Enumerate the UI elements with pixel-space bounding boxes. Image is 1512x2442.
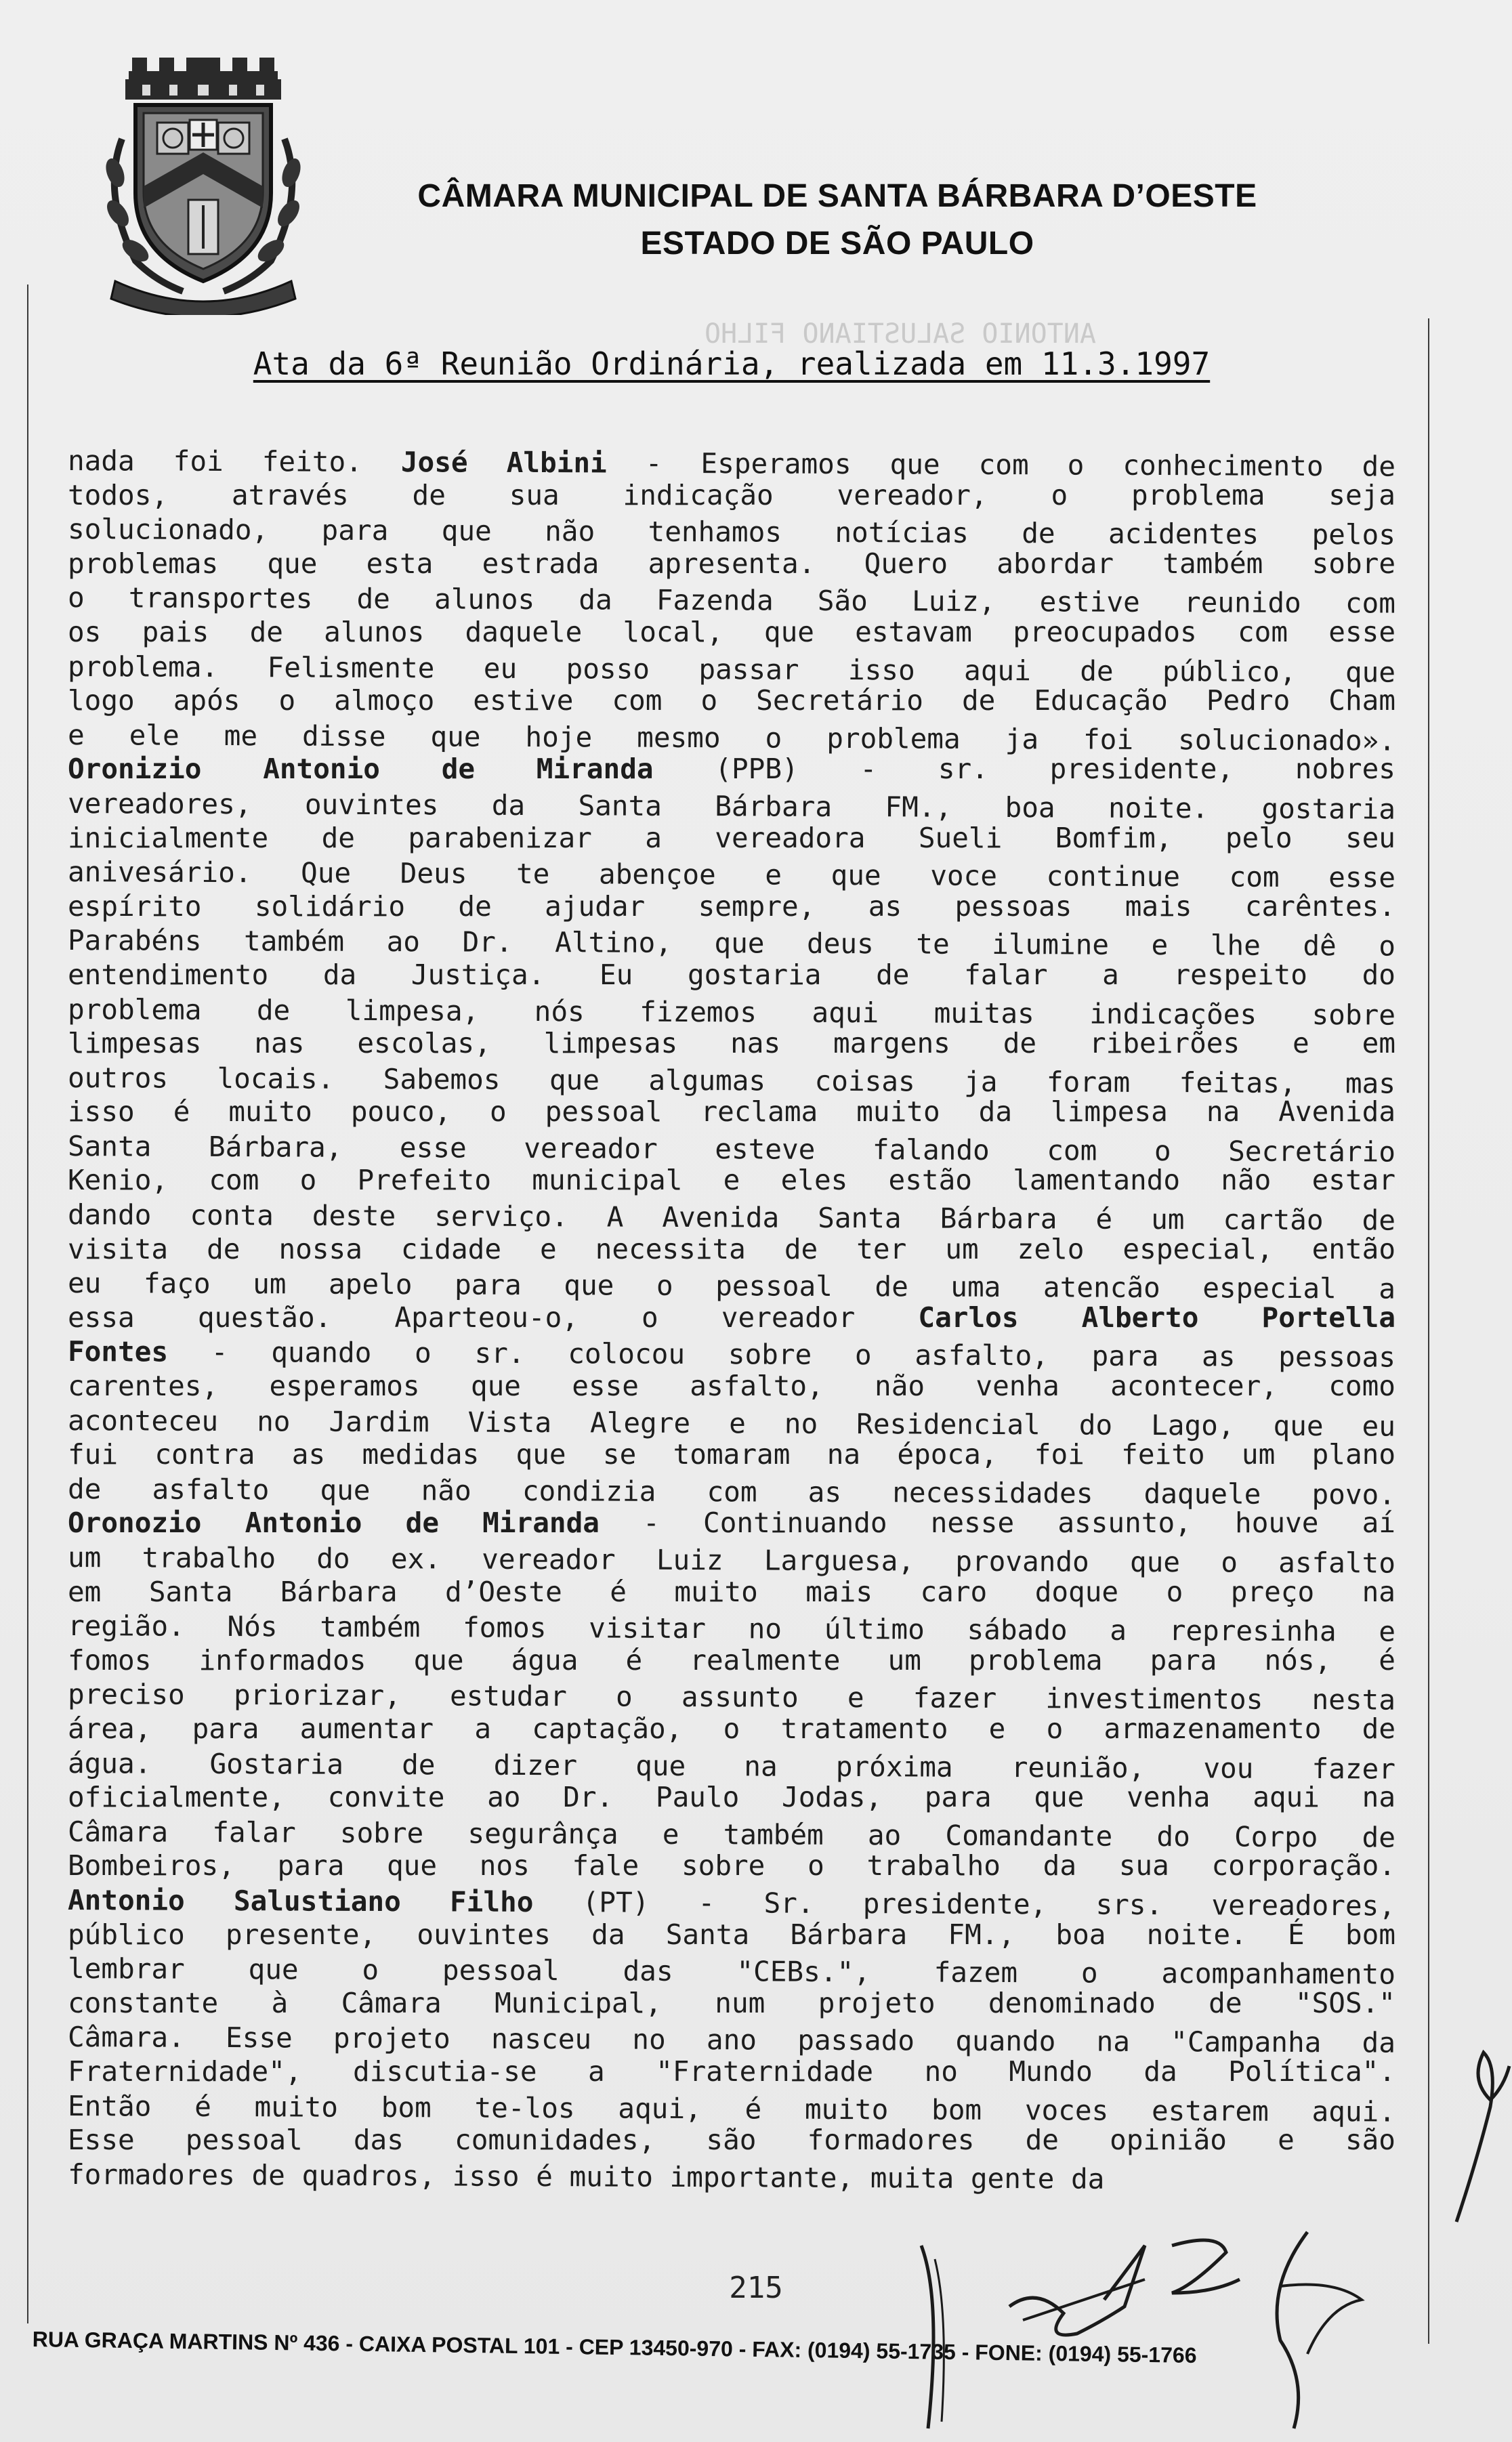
speaker-name: José Albini <box>400 446 607 480</box>
minutes-title: Ata da 6ª Reunião Ordinária, realizada em 11.3.1997 <box>253 345 1211 382</box>
text-line <box>68 1952 1395 1992</box>
minutes-body <box>67 444 1396 2195</box>
text-run: o transportes de alunos da Fazenda São Luiz, estive reunido com <box>67 581 1396 620</box>
text-run: Santa Bárbara, esse vereador esteve falando com o Secretário <box>67 1129 1396 1169</box>
text-run: entendimento da Justiça. Eu gostaria de falar a respeito do <box>68 958 1395 991</box>
text-run: área, para aumentar a captação, o tratamento e o armazenamento de <box>68 1712 1395 1745</box>
text-run: água. Gostaria de dizer que na próxima reunião, vou fazer <box>67 1746 1396 1786</box>
text-line <box>68 1266 1395 1306</box>
text-line <box>68 1334 1395 1374</box>
text-run: problema de limpesa, nós fizemos aqui muitas indicações sobre <box>67 992 1396 1032</box>
text-line <box>68 1129 1395 1169</box>
text-run: de asfalto que não condizia com as necessidades daquele povo. <box>67 1472 1396 1511</box>
text-line <box>68 1575 1395 1609</box>
text-line <box>68 786 1395 826</box>
text-line <box>68 1986 1395 2021</box>
text-line <box>68 1815 1395 1855</box>
text-run: Câmara. Esse projeto nasceu no ano passado quando na "Campanha da <box>67 2021 1396 2059</box>
text-run: fomos informados que água é realmente um problema para nós, é <box>68 1643 1395 1677</box>
text-run: público presente, ouvintes da Santa Bárbara FM., boa noite. É bom <box>68 1918 1395 1951</box>
text-run: em Santa Bárbara d’Oeste é muito mais caro doque o preço na <box>68 1575 1395 1608</box>
text-run: Parabéns também ao Dr. Altino, que deus te ilumine e lhe dê o <box>67 924 1396 963</box>
text-run: e ele me disse que hoje mesmo o problema ja foi solucionado». <box>67 718 1396 757</box>
text-run: Então é muito bom te-los aqui, é muito bom voces estarem aqui. <box>67 2089 1396 2128</box>
text-line <box>68 752 1395 786</box>
text-line <box>68 1369 1395 1404</box>
footer-address: RUA GRAÇA MARTINS Nº 436 - CAIXA POSTAL 101 - CEP 13450-970 - FAX: (0194) 55-1735 - FONE: (0194) 55-1766 <box>32 2327 1197 2367</box>
text-run: os pais de alunos daquele local, que estavam preocupados com esse <box>68 615 1395 648</box>
text-run: preciso priorizar, estudar o assunto e fazer investimentos nesta <box>67 1678 1396 1717</box>
text-run: problemas que esta estrada apresenta. Quero abordar também sobre <box>68 547 1395 580</box>
text-run: problema. Felismente eu posso passar isso aqui de público, que <box>67 650 1396 689</box>
text-line <box>68 2089 1395 2129</box>
speaker-name: Carlos Alberto Portella <box>918 1301 1395 1334</box>
text-line <box>68 1540 1395 1580</box>
text-line <box>68 1404 1395 1444</box>
bleed-through-shadow: ANTONIO SALUSTIANO FILHO <box>705 318 1096 350</box>
text-run: fui contra as medidas que se tomaram na época, foi feito um plano <box>68 1438 1395 1471</box>
text-line <box>68 581 1395 620</box>
text-line <box>68 1061 1395 1101</box>
text-run: espírito solidário de ajudar sempre, as pessoas mais carêntes. <box>68 889 1395 923</box>
text-run: oficialmente, convite ao Dr. Paulo Jodas, para que venha aqui na <box>68 1781 1395 1814</box>
text-run: região. Nós também fomos visitar no último sábado a represinha e <box>67 1609 1396 1648</box>
text-line <box>68 1712 1395 1746</box>
text-run: dando conta deste serviço. A Avenida Santa Bárbara é um cartão de <box>67 1198 1396 1237</box>
text-line <box>68 1643 1395 1678</box>
text-run: logo após o almoço estive com o Secretário de Educação Pedro Cham <box>68 684 1395 717</box>
text-line <box>68 958 1395 992</box>
text-line <box>68 1918 1395 1952</box>
state-name: ESTADO DE SÃO PAULO <box>640 226 1034 261</box>
text-line <box>68 478 1395 513</box>
text-run: limpesas nas escolas, limpesas nas margens de ribeirões e em <box>68 1027 1395 1060</box>
text-line <box>68 923 1395 963</box>
text-run: (PT) - Sr. presidente, srs. vereadores, <box>533 1885 1396 1922</box>
text-run: Bombeiros, para que nos fale sobre o trabalho da sua corporação. <box>68 1849 1395 1882</box>
text-run: constante à Câmara Municipal, num projeto denominado de "SOS." <box>68 1986 1395 2019</box>
text-line <box>68 889 1395 924</box>
text-run: eu faço um apelo para que o pessoal de uma atencão especial a <box>67 1267 1396 1305</box>
text-line <box>68 1232 1395 1267</box>
text-line <box>68 1198 1395 1238</box>
text-run: nada foi feito. <box>67 444 402 479</box>
text-line <box>68 1849 1395 1883</box>
text-run: vereadores, ouvintes da Santa Bárbara FM., boa noite. gostaria <box>67 786 1396 826</box>
text-run: (PPB) - sr. presidente, nobres <box>653 753 1395 786</box>
text-line <box>68 512 1395 552</box>
text-run: todos, através de sua indicação vereador, o problema seja <box>68 478 1395 511</box>
text-line <box>68 855 1395 895</box>
text-line <box>68 615 1395 650</box>
text-run: carentes, esperamos que esse asfalto, não venha acontecer, como <box>68 1370 1395 1403</box>
right-margin-rule <box>1428 318 1429 2344</box>
margin-initials <box>1450 2025 1512 2229</box>
left-margin-rule <box>27 285 28 2323</box>
text-run: Câmara falar sobre segurânça e também ao Comandante do Corpo de <box>67 1815 1396 1854</box>
text-line <box>68 2157 1395 2197</box>
text-line <box>68 2020 1395 2060</box>
text-line <box>68 1163 1395 1198</box>
text-run: anivesário. Que Deus te abençoe e que voce continue com esse <box>67 856 1396 894</box>
text-line <box>68 1472 1395 1512</box>
text-run: inicialmente de parabenizar a vereadora Sueli Bomfim, pelo seu <box>68 821 1395 854</box>
text-run: solucionado, para que não tenhamos notícias de acidentes pelos <box>67 513 1396 551</box>
text-line <box>68 2055 1395 2089</box>
text-line <box>68 1677 1395 1717</box>
text-line <box>68 1746 1395 1786</box>
text-line <box>68 821 1395 856</box>
text-run: essa questão. Aparteou-o, o vereador <box>68 1301 919 1334</box>
text-line <box>68 718 1395 758</box>
text-run: outros locais. Sabemos que algumas coisas ja foram feitas, mas <box>67 1061 1396 1100</box>
text-line <box>68 1506 1395 1540</box>
text-line <box>68 1883 1395 1923</box>
text-run: - Esperamos que com o conhecimento de <box>606 446 1396 483</box>
speaker-name: Antonio Salustiano Filho <box>67 1883 534 1918</box>
text-line <box>68 992 1395 1032</box>
speaker-name: Fontes <box>67 1335 169 1369</box>
text-run: - Continuando nesse assunto, houve aí <box>599 1507 1395 1540</box>
text-run: Fraternidade", discutia-se a "Fraternidade no Mundo da Política". <box>68 2055 1395 2088</box>
text-run: Kenio, com o Prefeito municipal e eles estão lamentando não estar <box>68 1164 1395 1197</box>
text-line <box>68 444 1395 484</box>
handwritten-signatures <box>901 2205 1389 2435</box>
text-run: um trabalho do ex. vereador Luiz Larguesa, provando que o asfalto <box>67 1541 1396 1580</box>
institution-name: CÂMARA MUNICIPAL DE SANTA BÁRBARA D’OESTE <box>417 178 1257 214</box>
text-run: aconteceu no Jardim Vista Alegre e no Residencial do Lago, que eu <box>67 1404 1396 1443</box>
text-line <box>68 1609 1395 1649</box>
text-run: Esse pessoal das comunidades, são formadores de opinião e são <box>68 2124 1395 2157</box>
text-run: - quando o sr. colocou sobre o asfalto, para as pessoas <box>168 1336 1396 1374</box>
text-run: formadores de quadros, isso é muito importante, muita gente da <box>67 2157 1105 2195</box>
text-run: visita de nossa cidade e necessita de ter um zelo especial, então <box>68 1232 1395 1265</box>
text-run: lembrar que o pessoal das "CEBs.", fazem o acompanhamento <box>67 1952 1396 1991</box>
speaker-name: Oronozio Antonio de Miranda <box>68 1507 600 1540</box>
text-line <box>68 650 1395 690</box>
speaker-name: Oronizio Antonio de Miranda <box>68 753 654 786</box>
text-run: isso é muito pouco, o pessoal reclama muito da limpesa na Avenida <box>68 1095 1395 1129</box>
page-number: 215 <box>729 2271 783 2305</box>
text-line <box>68 547 1395 581</box>
text-line <box>68 1301 1395 1335</box>
